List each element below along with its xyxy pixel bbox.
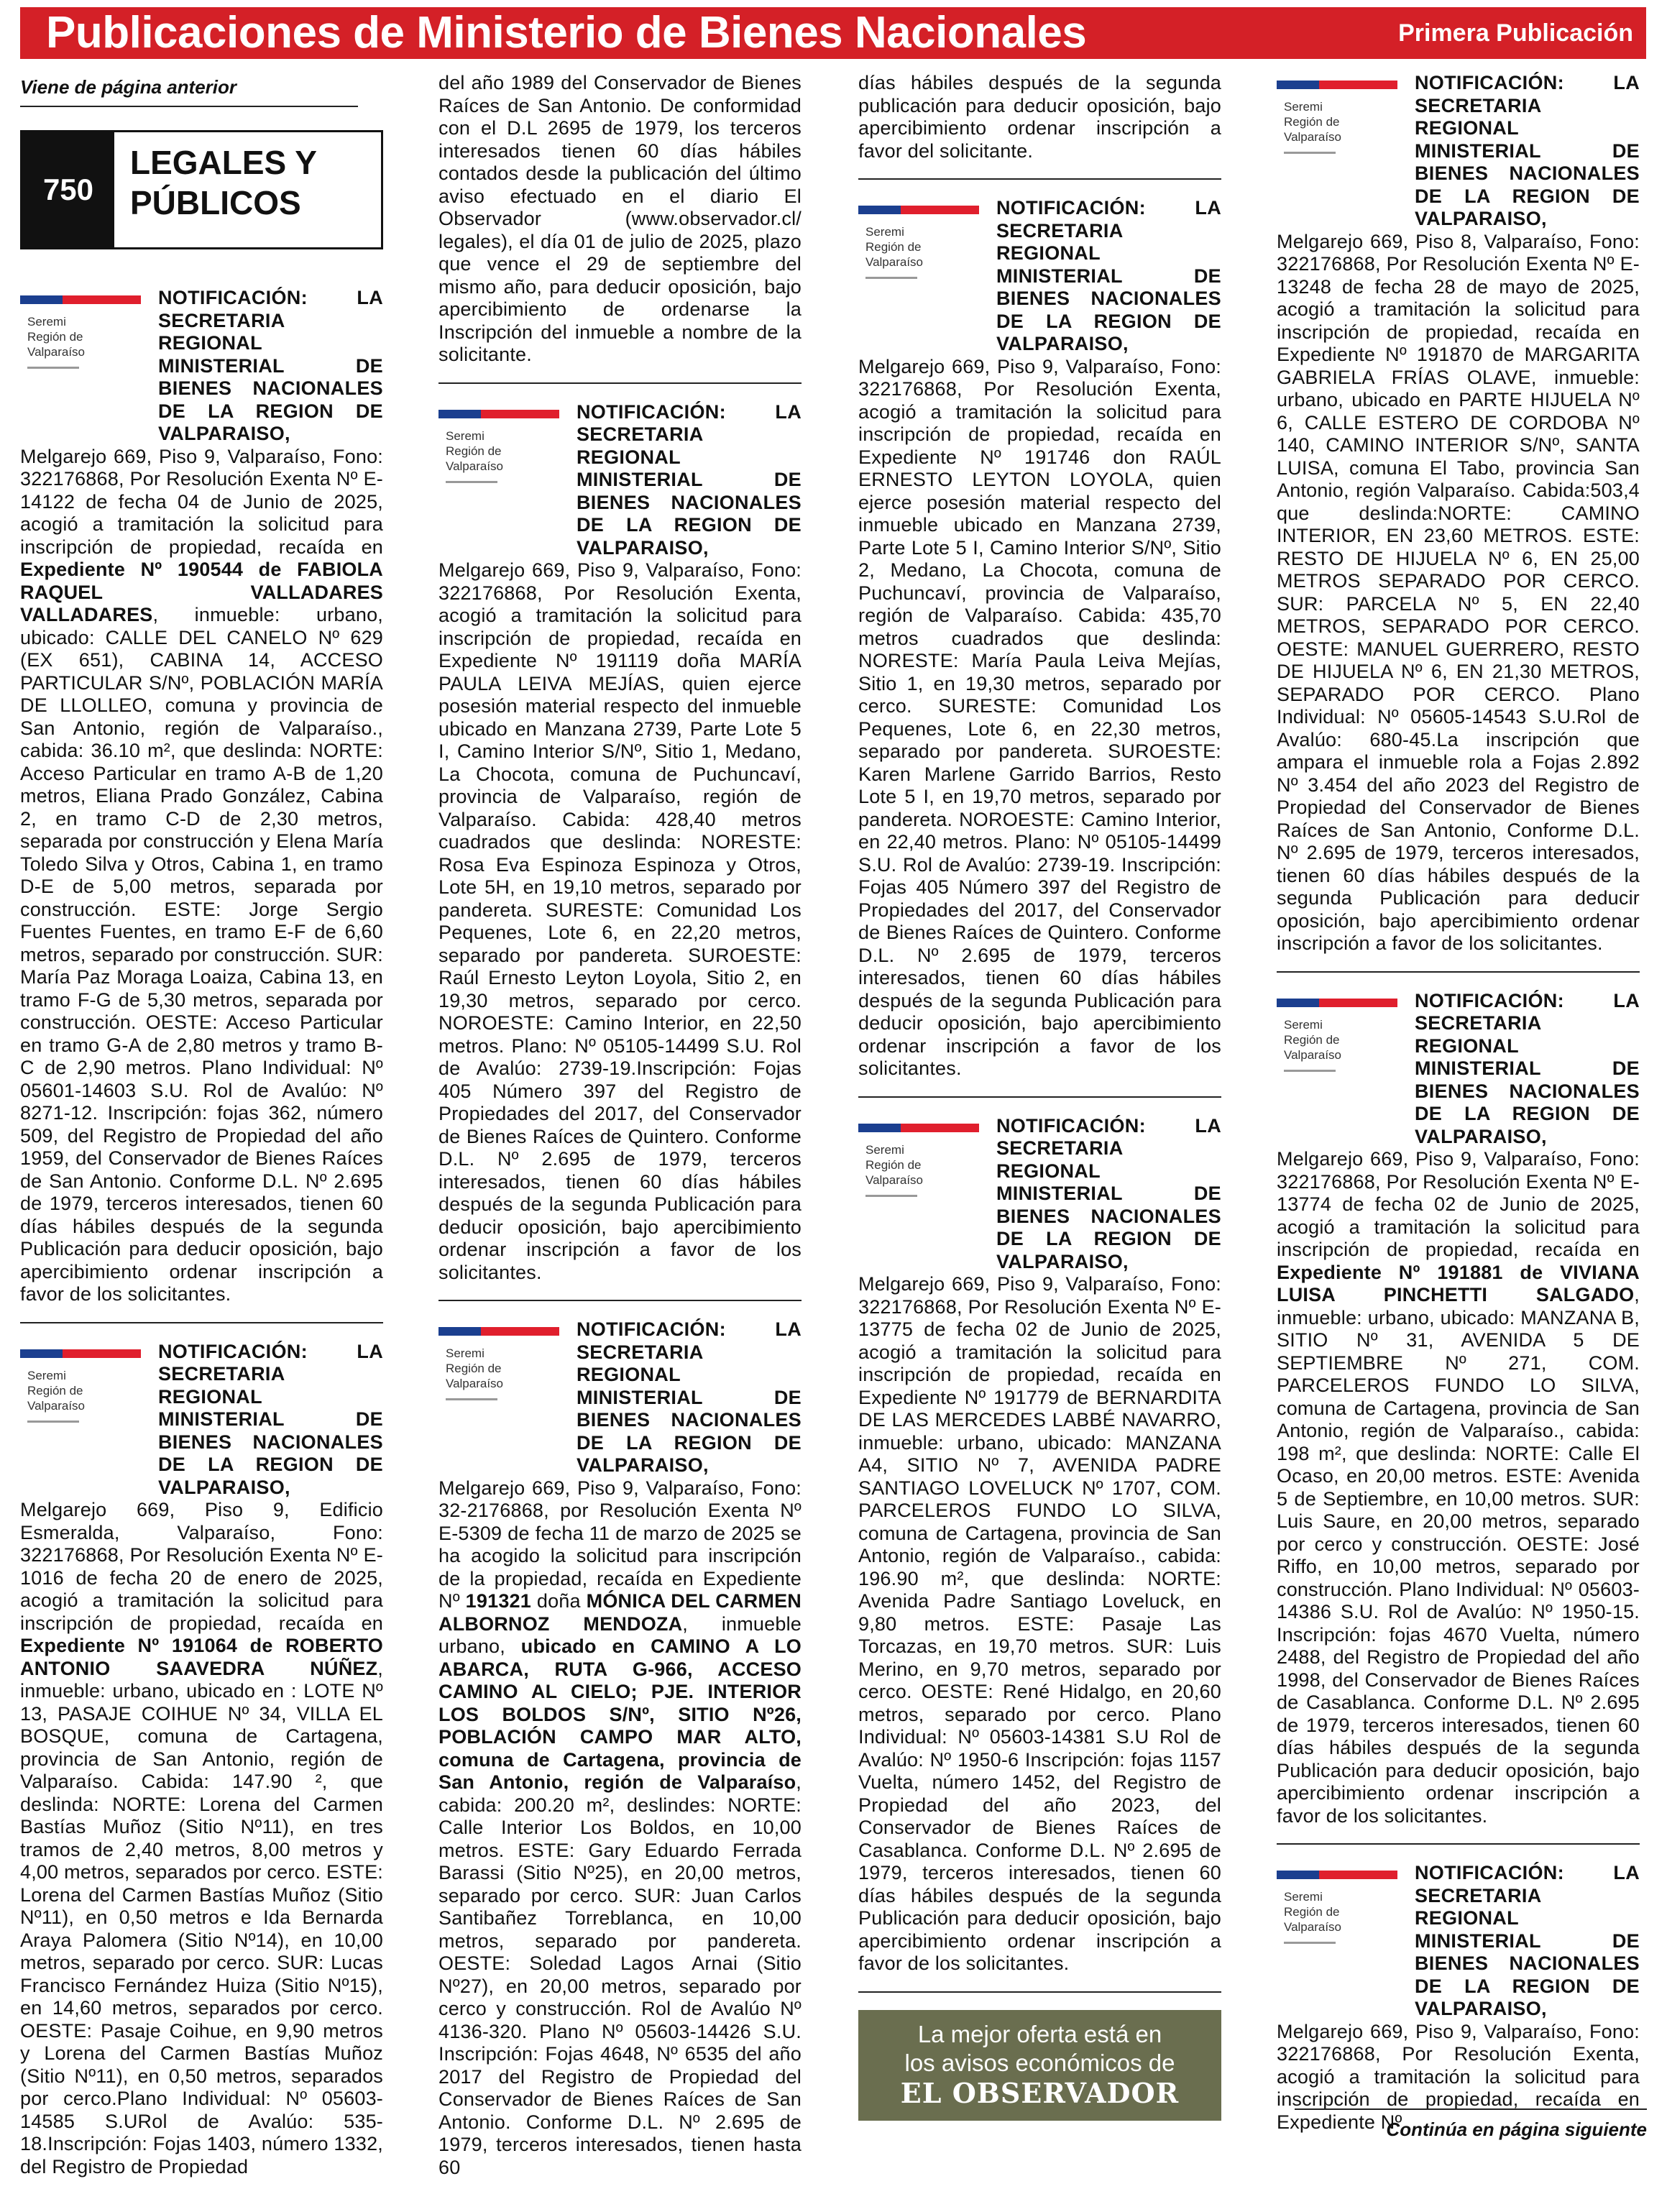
notice-191321 (438, 1318, 802, 2195)
column-1 (20, 72, 383, 2211)
notice-191119 (438, 401, 802, 1302)
seremi-logo: Seremi Región de Valparaíso (858, 197, 979, 356)
flag-bar-icon (20, 1349, 141, 1358)
column-2 (438, 72, 802, 2212)
section-number: 750 (22, 132, 114, 247)
seremi-logo: Seremi Región de Valparaíso (858, 1115, 979, 1274)
flag-bar-icon (20, 295, 141, 304)
section-header (20, 130, 383, 249)
notice-body: Melgarejo 669, Piso 8, Valparaíso, Fono: 322176868, Por Resolución Exenta Nº E-13248 de fecha 28 de mayo de 2025, acogió a tramitación la solicitud para inscripción de propiedad, recaída en Expediente Nº 191870 de MARGARITA GABRIELA FRÍAS OLAVE, inmueble: urbano, ubicado en PARTE HIJUELA Nº 6, CALLE ESTERO DE CORDOBA Nº 140, CAMINO INTERIOR S/Nº, SANTA LUISA, comuna El Tabo, provincia San Antonio, región Valparaíso. Cabida:503,4 que deslinda:NORTE: CAMINO INTERIOR, EN 23,60 METROS. ESTE: RESTO DE HIJUELA Nº 6, EN 25,00 METROS SEPARADO POR CERCO. SUR: PARCELA Nº 5, EN 22,40 METROS, SEPARADO POR CERCO. OESTE: MANUEL GUERRERO, RESTO DE HIJUELA Nº 6, EN 21,30 METROS, SEPARADO POR CERCO. Plano Individual: Nº 05605-14543 S.U.Rol de Avalúo: 680-45.La inscripción que ampara el inmueble rola a Fojas 2.892 Nº 3.454 del año 2023 del Registro de Propiedad del Conservador de Bienes Raíces de San Antonio, Conforme D.L. Nº 2.695 de 1979, terceros interesados, tienen 60 días hábiles después de la segunda Publicación para deducir oposición, bajo apercibimiento ordenar inscripción a favor de los solicitantes. (1277, 230, 1640, 954)
notice-title: NOTIFICACIÓN: LA SECRETARIA REGIONAL MINISTERIAL DE BIENES NACIONALES DE LA REGION DE VALPARAISO, (577, 1318, 802, 1476)
seremi-logo: Seremi Región de Valparaíso (438, 401, 559, 560)
observador-logo: EL OBSERVADOR (900, 2076, 1180, 2109)
continua-en-pagina: Continúa en página siguiente (1295, 2108, 1647, 2141)
seremi-logo: Seremi Región de Valparaíso (438, 1318, 559, 1477)
publication-tag: Primera Publicación (1398, 19, 1633, 47)
notice-body: Melgarejo 669, Piso 9, Valparaíso, Fono: 322176868, Por Resolución Exenta, acogió a tramitación la solicitud para inscripción de propiedad, recaída en Expediente Nº 191119 doña MARÍA PAULA LEIVA MEJÍAS, quien ejerce posesión material respecto del inmueble ubicado en Manzana 2739, Parte Lote 5 I, Camino Interior S/Nº, Sitio 1, Medano, La Chocota, comuna de Puchuncaví, provincia de Valparaíso, región de Valparaíso. Cabida: 428,40 metros cuadrados que deslinda: NORESTE: Rosa Eva Espinoza Espinoza y Otros, Lote 5H, en 19,10 metros, separado por pandereta. SURESTE: Comunidad Los Pequenes, Lote 6, en 22,20 metros, separado por pandereta. SUROESTE: Raúl Ernesto Leyton Loyola, Sitio 2, en 19,30 metros, separado por cerco. NOROESTE: Camino Interior, en 22,50 metros. Plano: Nº 05105-14499 S.U. Rol de Avalúo: 2739-19.Inscripción: Fojas 405 Número 397 del Registro de Propiedades del 2017, del Conservador de Bienes Raíces de Quintero. Conforme D.L. Nº 2.695 de 1979, terceros interesados, tienen 60 días hábiles después de la segunda Publicación para deducir oposición, bajo apercibimiento ordenar inscripción a favor de los solicitantes. (438, 559, 802, 1283)
notice-body: días hábiles después de la segunda publicación para deducir oposición, bajo apercibimiento ordenar inscripción a favor del solicitante. (858, 72, 1221, 162)
seremi-logo: Seremi Región de Valparaíso (1277, 990, 1397, 1149)
notice-191746 (858, 197, 1221, 1098)
seremi-logo: Seremi Región de Valparaíso (20, 1341, 141, 1500)
notice-partial (1277, 1862, 1640, 2149)
notice-191064 (20, 1341, 383, 2195)
notice-190544 (20, 287, 383, 1323)
notice-191881 (1277, 990, 1640, 1845)
notice-title: NOTIFICACIÓN: LA SECRETARIA REGIONAL MINISTERIAL DE BIENES NACIONALES DE LA REGION DE VALPARAISO, (996, 197, 1221, 354)
notice-title: NOTIFICACIÓN: LA SECRETARIA REGIONAL MINISTERIAL DE BIENES NACIONALES DE LA REGION DE VALPARAISO, (577, 400, 802, 559)
flag-bar-icon (1277, 999, 1397, 1007)
notice-body: Melgarejo 669, Piso 9, Valparaíso, Fono: 32-2176868, por Resolución Exenta Nº E-5309 de fecha 11 de marzo de 2025 se ha acogido la solicitud para inscripción de la propiedad, recaída en Expediente Nº 191321 doña MÓNICA DEL CARMEN ALBORNOZ MENDOZA, inmueble urbano, ubicado en CAMINO A LO ABARCA, RUTA G-966, ACCESO CAMINO AL CIELO; PJE. INTERIOR LOS BOLDOS S/Nº, SITIO Nº26, POBLACIÓN CAMPO MAR ALTO, comuna de Cartagena, provincia de San Antonio, región de Valparaíso, cabida: 200.20 m², deslindes: NORTE: Calle Interior Los Boldos, en 10,00 metros. ESTE: Gary Eduardo Ferrada Barassi (Sitio Nº25), en 20,00 metros, separado por cerco. SUR: Juan Carlos Santibañez Torreblanca, en 10,00 metros, separado por pandereta. OESTE: Soledad Lagos Arnai (Sitio Nº27), en 20,00 metros, separado por cerco y construcción. Rol de Avalúo Nº 4136-320. Plano Nº 05603-14426 S.U. Inscripción: Fojas 4648, Nº 6535 del año 2017 del Registro de Propiedad del Conservador de Bienes Raíces de San Antonio. Conforme D.L. Nº 2.695 de 1979, terceros interesados, tienen hasta 60 (438, 1477, 802, 2178)
flag-bar-icon (438, 410, 559, 418)
flag-bar-icon (858, 206, 979, 214)
column-4 (1277, 72, 1640, 2167)
notice-191870 (1277, 72, 1640, 973)
notice-title: NOTIFICACIÓN: LA SECRETARIA REGIONAL MINISTERIAL DE BIENES NACIONALES DE LA REGION DE VALPARAISO, (158, 1340, 383, 1498)
notice-body: Melgarejo 669, Piso 9, Valparaíso, Fono: 322176868, Por Resolución Exenta Nº E-13775 de fecha 02 de Junio de 2025, acogió a tramitación la solicitud para inscripción de propiedad, recaída en Expediente Nº 191779 de BERNARDITA DE LAS MERCEDES LABBÉ NAVARRO, inmueble: urbano, ubicado: MANZANA A4, SITIO Nº 7, AVENIDA PADRE SANTIAGO LOVELUCK Nº 1707, COM. PARCELEROS FUNDO LO SILVA, comuna de Cartagena, provincia de San Antonio, región de Valparaíso., cabida: 196.90 m², que deslinda: NORTE: Avenida Padre Santiago Loveluck, en 9,80 metros. ESTE: Pasaje Las Torcazas, en 19,70 metros. SUR: Luis Merino, en 9,70 metros, separado por cerco. OESTE: René Hidalgo, en 20,60 metros, separado por cerco. Plano Individual: Nº 05603-14381 S.U Rol de Avalúo: Nº 1950-6 Inscripción: fojas 1157 Vuelta, número 1452, del Registro de Propiedad del año 2023, del Conservador de Bienes Raíces de Casablanca. Conforme D.L. Nº 2.695 de 1979, terceros interesados, tienen 60 días hábiles después de la segunda Publicación para deducir oposición, bajo apercibimiento ordenar inscripción a favor de los solicitantes. (858, 1273, 1221, 1974)
seremi-logo: Seremi Región de Valparaíso (20, 287, 141, 446)
flag-bar-icon (858, 1124, 979, 1132)
page-title: Publicaciones de Ministerio de Bienes Nacionales (46, 8, 1087, 58)
column-3 (858, 72, 1221, 2121)
flag-bar-icon (1277, 81, 1397, 89)
notice-title: NOTIFICACIÓN: LA SECRETARIA REGIONAL MINISTERIAL DE BIENES NACIONALES DE LA REGION DE VALPARAISO, (1415, 1862, 1640, 2019)
notice-body: Melgarejo 669, Piso 9, Edificio Esmeralda, Valparaíso, Fono: 322176868, Por Resolución Exenta Nº E-1016 de fecha 20 de enero de 2025, acogió a tramitación la solicitud para inscripción de propiedad, recaída en Expediente Nº 191064 de ROBERTO ANTONIO SAAVEDRA NÚÑEZ, inmueble: urbano, ubicado en : LOTE Nº 13, PASAJE COIHUE Nº 34, VILLA EL BOSQUE, comuna de Cartagena, provincia de San Antonio, región de Valparaíso. Cabida: 147.90 ², que deslinda: NORTE: Lorena del Carmen Bastías Muñoz (Sitio Nº11), en tres tramos de 2,40 metros, 8,00 metros y 4,00 metros, separados por cerco. ESTE: Lorena del Carmen Bastías Muñoz (Sitio Nº11), en 0,50 metros e Ida Bernarda Araya Palomera (Sitio Nº14), en 10,00 metros, separado por cerco. SUR: Lucas Francisco Fernández Huiza (Sitio Nº15), en 14,60 metros, separados por cerco. OESTE: Pasaje Coihue, en 9,90 metros y Lorena del Carmen Bastías Muñoz (Sitio Nº11), en 0,50 metros, separados por cerco.Plano Individual: Nº 05603-14585 S.URol de Avalúo: 535-18.Inscripción: Fojas 1403, número 1332, del Registro de Propiedad (20, 1499, 383, 2177)
notice-continuation (438, 72, 802, 384)
notice-191779 (858, 1115, 1221, 1993)
notice-title: NOTIFICACIÓN: LA SECRETARIA REGIONAL MINISTERIAL DE BIENES NACIONALES DE LA REGION DE VALPARAISO, (1415, 989, 1640, 1147)
notice-body: Melgarejo 669, Piso 9, Valparaíso, Fono: 322176868, Por Resolución Exenta Nº E-13774 de fecha 02 de Junio de 2025, acogió a tramitación la solicitud para inscripción de propiedad, recaída en Expediente Nº 191881 de VIVIANA LUISA PINCHETTI SALGADO, inmueble: urbano, ubicado: MANZANA B, SITIO Nº 31, AVENIDA 5 DE SEPTIEMBRE Nº 271, COM. PARCELEROS FUNDO LO SILVA, comuna de Cartagena, provincia de San Antonio, región de Valparaíso., cabida: 198 m², que deslinda: NORTE: Calle El Ocaso, en 20,00 metros. ESTE: Avenida 5 de Septiembre, en 10,00 metros. SUR: Luis Saure, en 20,00 metros, separado por cerco y construcción. OESTE: José Riffo, en 10,00 metros, separado por construcción. Plano Individual: Nº 05603-14386 S.U. Rol de Avalúo: Nº 1950-15. Inscripción: fojas 4670 Vuelta, número 2488, del Registro de Propiedad del año 1998, del Conservador de Bienes Raíces de Casablanca. Conforme D.L. Nº 2.695 de 1979, terceros interesados, tienen 60 días hábiles después de la segunda Publicación para deducir oposición, bajo apercibimiento ordenar inscripción a favor de los solicitantes. (1277, 1148, 1640, 1827)
flag-bar-icon (438, 1327, 559, 1336)
notice-body: Melgarejo 669, Piso 9, Valparaíso, Fono: 322176868, Por Resolución Exenta, acogió a tramitación la solicitud para inscripción de propiedad, recaída en Expediente Nº 191746 don RAÚL ERNESTO LEYTON LOYOLA, quien ejerce posesión material respecto del inmueble ubicado en Manzana 2739, Parte Lote 5 I, Camino Interior S/Nº, Sitio 2, Medano, La Chocota, comuna de Puchuncaví, provincia de Valparaíso, región de Valparaíso. Cabida: 435,70 metros cuadrados que deslinda: NORESTE: María Paula Leiva Mejías, Sitio 1, en 19,30 metros, separado por cerco. SURESTE: Comunidad Los Pequenes, Lote 6, en 22,30 metros, separado por pandereta. SUROESTE: Karen Marlene Garrido Barrios, Resto Lote 5 I, en 19,70 metros, separado por pandereta. NOROESTE: Camino Interior, en 22,40 metros. Plano: Nº 05105-14499 S.U. Rol de Avalúo: 2739-19. Inscripción: Fojas 405 Número 397 del Registro de Propiedades del 2017, del Conservador de Bienes Raíces de Quintero. Conforme D.L. Nº 2.695 de 1979, terceros interesados, tienen 60 días hábiles después de la segunda Publicación para deducir oposición, bajo apercibimiento ordenar inscripción a favor de los solicitantes. (858, 355, 1221, 1079)
seremi-logo: Seremi Región de Valparaíso (1277, 72, 1397, 231)
notice-title: NOTIFICACIÓN: LA SECRETARIA REGIONAL MINISTERIAL DE BIENES NACIONALES DE LA REGION DE VALPARAISO, (158, 287, 383, 444)
notice-body: Melgarejo 669, Piso 9, Valparaíso, Fono: 322176868, Por Resolución Exenta, acogió a tramitación la solicitud para inscripción de propiedad, recaída en Expediente Nº (1277, 2020, 1640, 2133)
flag-bar-icon (1277, 1871, 1397, 1879)
notice-title: NOTIFICACIÓN: LA SECRETARIA REGIONAL MINISTERIAL DE BIENES NACIONALES DE LA REGION DE VALPARAISO, (996, 1114, 1221, 1272)
viene-de-pagina: Viene de página anterior (20, 76, 358, 107)
seremi-logo: Seremi Región de Valparaíso (1277, 1862, 1397, 2021)
observador-ad: La mejor oferta está en los avisos económicos de EL OBSERVADOR (858, 2010, 1221, 2121)
section-label: LEGALES Y PÚBLICOS (130, 144, 317, 221)
notice-body: Melgarejo 669, Piso 9, Valparaíso, Fono: 322176868, Por Resolución Exenta Nº E-14122 de fecha 04 de Junio de 2025, acogió a tramitación la solicitud para inscripción de propiedad, recaída en Expediente Nº 190544 de FABIOLA RAQUEL VALLADARES VALLADARES, inmueble: urbano, ubicado: CALLE DEL CANELO Nº 629 (EX 651), CABINA 14, ACCESO PARTICULAR S/Nº, POBLACIÓN MARÍA DE LLOLLEO, comuna y provincia de San Antonio, región de Valparaíso., cabida: 36.10 m², que deslinda: NORTE: Acceso Particular en tramo A-B de 1,20 metros, Eliana Prado González, Cabina 2, en tramo C-D de 2,30 metros, separada por construcción y Elena María Toledo Silva y Otros, Cabina 1, en tramo D-E de 5,00 metros, separada por construcción. ESTE: Jorge Sergio Fuentes Fuentes, en tramo E-F de 6,60 metros, separado por construcción. SUR: María Paz Moraga Loaiza, Cabina 13, en tramo F-G de 5,30 metros, separada por construcción. OESTE: Acceso Particular en tramo G-A de 2,80 metros y tramo B-C de 2,90 metros. Plano Individual: Nº 05601-14603 S.U. Rol de Avalúo: Nº 8271-12. Inscripción: fojas 362, número 509, del Registro de Propiedad del año 1959, del Conservador de Bienes Raíces de San Antonio. Conforme D.L. Nº 2.695 de 1979, terceros interesados, tienen 60 días hábiles después de la segunda Publicación para deducir oposición, bajo apercibimiento ordenar inscripción a favor de los solicitantes. (20, 445, 383, 1305)
notice-body: del año 1989 del Conservador de Bienes Raíces de San Antonio. De conformidad con el D.L 2695 de 1979, los terceros interesados tienen 60 días hábiles contados desde la publicación del último aviso efectuado en el diario El Observador (www.observador.cl/ legales), el día 01 de julio de 2025, plazo que vence el 29 de septiembre del mismo año, para deducir oposición, bajo apercibimiento de ordenarse la Inscripción del inmueble a nombre de la solicitante. (438, 72, 802, 365)
notice-title: NOTIFICACIÓN: LA SECRETARIA REGIONAL MINISTERIAL DE BIENES NACIONALES DE LA REGION DE VALPARAISO, (1415, 72, 1640, 229)
header-banner (20, 7, 1646, 59)
notice-continuation (858, 72, 1221, 180)
